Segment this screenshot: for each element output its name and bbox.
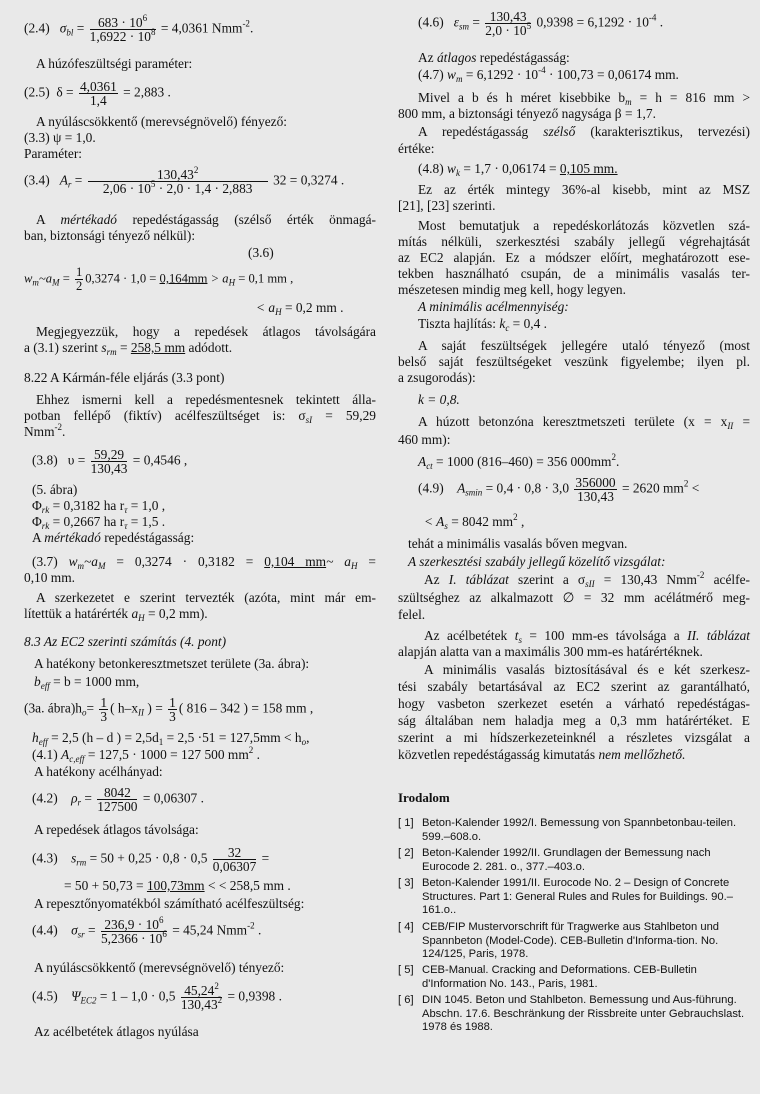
text-az-i-tablazat: Az I. táblázat szerint a $\sigma_{sII} = 130,43$ Nmm$^{-2}$ acélfe- xyxy=(424,570,750,589)
text-ehhez: Ehhez ismerni kell a repedésmentesnek tekintett álla- xyxy=(36,392,376,407)
equation-3-3: (3.3) ψ = 1,0. xyxy=(24,130,96,145)
heading-irodalom: Irodalom xyxy=(398,790,450,805)
text-szultseghez: szültséghez az alkalmazott ∅ = 32 mm acélátmérő meg- xyxy=(398,590,750,605)
text-zsugorodas: a zsugorodás): xyxy=(398,370,476,385)
text-felel: felel. xyxy=(398,607,426,622)
text-repeszto: A repesztőnyomatékból számítható acélfeszültség: xyxy=(34,896,305,911)
equation-3-6-b: < $a_H = 0,2$ mm . xyxy=(256,300,344,317)
text-factor: A nyúláscsökkentő (merevségnövelő) fényező: xyxy=(36,114,287,129)
equation-phi-2: $\Phi_{rk} = 0,2667$ ha $r_\tau = 1,5$ . xyxy=(32,514,166,531)
text-tiszta: Tiszta hajlítás: $k_c = 0,4$ . xyxy=(418,316,548,333)
text-adodott: a (3.1) szerint $s_{rm} = 258,5$ mm adódott. xyxy=(24,340,233,357)
text-litettuk: lítettük a határérték $a_H = 0,2$ mm). xyxy=(24,606,208,623)
text-tesi: tési szabály betartásával az EC2 szerint az garantálható, xyxy=(398,679,750,694)
text-potban: potban fellépő (fiktív) acélfeszültséget is: $\sigma_{sI} = 59,29$ xyxy=(24,408,376,425)
equation-4-8: (4.8) $w_k = 1,7 \cdot 0,06174 = 0,105$ mm. xyxy=(418,161,618,178)
text-fig5: (5. ábra) xyxy=(32,482,78,497)
text-nmm: Nmm$^{-2}$. xyxy=(24,422,66,439)
heading-szerk: A szerkesztési szabály jellegű közelítő vizsgálat: xyxy=(408,554,666,569)
text-meszetesen: mészetesen mindig meg kell, hogy legyen. xyxy=(398,282,626,297)
equation-4-9: (4.9) $A_{smin} = 0,4 \cdot 0,8 \cdot 3,0$ $\frac{356000}{130,43}$ = 2620 $mm^2$ < xyxy=(418,475,700,504)
equation-3-7-b: 0,10 mm. xyxy=(24,570,75,585)
reference-item: [ 3] Beton-Kalender 1991/II. Eurocode No. 2 – Design of Concrete Structures. Part 1: General Rules and Rules for Buildings. 90.–161.o.. xyxy=(398,877,733,917)
text-alapjan: alapján alatta van a maximális 300 mm-es határértéknek. xyxy=(398,644,703,659)
equation-ho: (3a. $ábra)h_o=$ $\frac{1}{3}$ ( $h-x_{II}$ ) = $\frac{1}{3}$ ( 816 – 342 ) = 158 mm , xyxy=(24,695,314,724)
equation-3-7: (3.7) $w_m\sim a_M = 0,3274 \cdot 0,3182 = 0,104$ mm~ $a_H$ = xyxy=(32,554,376,571)
text-acelhanyad: A hatékony acélhányad: xyxy=(34,764,163,779)
equation-4-4: (4.4) $\sigma_{sr}$ = $\frac{236,9 \cdot 10^6}{5,2366 \cdot 10^6}$ = 45,24 Nmm$^{-2}$ . xyxy=(32,915,262,946)
heading-min-acel: A minimális acélmennyiség: xyxy=(418,299,569,314)
equation-act: $A_{ct} = 1000$ (816–460) = 356 $000mm^2$. xyxy=(418,452,620,471)
text-belso: belső saját feszültségeket veszünk figyelembe; ilyen pl. xyxy=(398,354,750,369)
reference-item: [ 4] CEB/FIP Mustervorschrift für Tragwerke aus Stahlbeton und Spannbeton (Model-Code). CEB-Bulletin d'Informa-tion. No. 124/125, Paris, 1978. xyxy=(398,921,720,961)
equation-4-3-b: = 50 + 50,73 = 100,73mm < < 258,5 mm . xyxy=(64,878,291,893)
equation-3-6: $w_m\sim a_M$ = $\frac{1}{2}$ $0,3274 \cdot 1,0 = 0,164mm > a_H = 0,1$ mm , xyxy=(24,265,294,293)
equation-4-5: (4.5) $\Psi_{EC2} = 1 - 1,0 \cdot 0,5$ $\frac{45,24^2}{130,43^2}$ = 0,9398 . xyxy=(32,981,282,1012)
text-460mm: 460 mm): xyxy=(398,432,451,447)
text-hatekony: A hatékony betonkeresztmetszet területe (3a. ábra): xyxy=(34,656,310,671)
text-nyulascs: A nyúláscsökkentő (merevségnövelő) tényező: xyxy=(34,960,285,975)
text-repedesek-tav: A repedések átlagos távolsága: xyxy=(34,822,199,837)
equation-4-1: (4.1) $A_{c,eff} = 127,5 \cdot 1000 = 127$ 500 $mm^2$ . xyxy=(32,745,260,764)
text-mertekado: A mértékadó repedéstágasság (szélső érték önmagá- xyxy=(36,212,376,227)
equation-2-4: (2.4) $\sigma_{bl}$ = $\frac{683 \cdot 10^6}{1,6922 \cdot 10^8}$ = 4,0361 Nmm$^{-2}$. xyxy=(24,13,254,44)
text-800mm: 800 mm, a biztonsági tényező nagysága β = 1,7. xyxy=(398,106,656,121)
reference-item: [ 2] Beton-Kalender 1992/II. Grundlagen der Bemessung nach Eurocode 2. 281. o., 377.–403.o. xyxy=(398,847,711,873)
text-ec2-alapjan: az EC2 alapján. Ez a módszer előírt, meghatározott ese- xyxy=(398,250,750,265)
heading-8-3: 8.3 Az EC2 szerinti számítás (4. pont) xyxy=(24,634,227,649)
text-erteke: értéke: xyxy=(398,141,435,156)
text-ez-az-ertek: Ez az érték mintegy 36%-al kisebb, mint az MSZ xyxy=(418,182,750,197)
text-tekben: tekben használható csupán, de a minimális vasalás ter- xyxy=(398,266,750,281)
equation-3-4: (3.4) $A_r$ = $\frac{130,43^2}{2,06 \cdot 10^5 \cdot 2,0 \cdot 1,4 \cdot 2,883}$ 32 = 0,3274 . xyxy=(24,165,345,196)
text-mivel: Mivel a b és h méret kisebbike $b_m = h = 816$ mm > xyxy=(418,90,751,107)
text-hogy: hogy vasbeton szerkezet esetén a várható repedéstágas- xyxy=(398,696,750,711)
reference-item: [ 1] Beton-Kalender 1992/I. Bemessung von Spannbetonbau-teilen. 599.–608.o. xyxy=(398,817,737,843)
equation-4-7: (4.7) $w_m = 6,1292 \cdot 10^{-4} \cdot 100,73 = 0,06174$ mm. xyxy=(418,65,679,84)
text-atlagos-rep: Az átlagos repedéstágasság: xyxy=(418,50,570,65)
text-szerkezetet: A szerkezetet e szerint tervezték (azóta, mint már em- xyxy=(36,590,376,605)
equation-phi-1: $\Phi_{rk} = 0,3182$ ha $r_\tau = 1,0$ , xyxy=(32,498,166,515)
equation-4-3: (4.3) $s_{rm} = 50 + 0,25 \cdot 0,8 \cdot 0,5$ $\frac{32}{0,06307}$ = xyxy=(32,845,270,874)
left-column xyxy=(24,0,376,1094)
equation-4-9-b: < $A_s = 8042$ $mm^2$ , xyxy=(424,512,525,531)
text-sajat: A saját feszültségek jellegére utaló tényező (most xyxy=(418,338,750,353)
text-atlagos-nyulas: Az acélbetétek átlagos nyúlása xyxy=(34,1024,199,1039)
text-ban: ban, biztonsági tényező nélkül): xyxy=(24,228,196,243)
equation-2-5: (2.5) δ = $\frac{4,0361}{1,4}$ = 2,883 . xyxy=(24,79,171,108)
equation-heff: $h_{eff} = 2,5$ (h – d ) = $2,5d_1 = 2,5 \cdot 51 = 127,5mm < h_o$, xyxy=(32,730,310,747)
text-parameter: Paraméter: xyxy=(24,146,82,161)
text-kozvetlen: közvetlen repedéstágasság kimutatás nem mellőzhető. xyxy=(398,747,686,762)
heading-8-22: 8.22 A Kármán-féle eljárás (3.3 pont) xyxy=(24,370,225,385)
text-min-vasalas: A minimális vasalás biztosításával és e két szerkesz- xyxy=(424,662,750,677)
text-szerint: szerint a mi hídszerkezeteinknél a részletes vizsgálat a xyxy=(398,730,750,745)
text-megjegyezzuk: Megjegyezzük, hogy a repedések átlagos távolságára xyxy=(36,324,376,339)
text-huzott: A húzott betonzóna keresztmetszeti területe ($x = x_{II}$ = xyxy=(418,414,750,431)
reference-item: [ 6] DIN 1045. Beton und Stahlbeton. Bemessung und Aus-führung. Abschn. 17.6. Beschränkung der Rissbreite unter Gebrauchslast. 1978 és 1988. xyxy=(398,994,745,1034)
text-mitas: mítás nélküli, szerkesztési szabály jellegű végrehajtását xyxy=(398,234,750,249)
equation-k: k = 0,8. xyxy=(418,392,460,407)
equation-3-6-label: (3.6) xyxy=(248,245,274,260)
right-column xyxy=(398,0,750,1094)
text-most: Most bemutatjuk a repedéskorlátozás közvetlen szá- xyxy=(418,218,750,233)
reference-item: [ 5] CEB-Manual. Cracking and Deformations. CEB-Bulletin d'Information No. 143., Paris, 1981. xyxy=(398,964,697,990)
text-tehat: tehát a minimális vasalás bőven megvan. xyxy=(408,536,628,551)
text-acelbetetek: Az acélbetétek $t_s = 100$ mm-es távolsága a II. táblázat xyxy=(424,628,750,645)
text-param: A húzófeszültségi paraméter: xyxy=(36,56,193,71)
equation-3-8: (3.8) υ = $\frac{59,29}{130,43}$ = 0,4546 , xyxy=(32,447,188,476)
text-21-23: [21], [23] szerinti. xyxy=(398,198,496,213)
equation-4-2: (4.2) $\rho_r$ = $\frac{8042}{127500}$ = 0,06307 . xyxy=(32,785,204,814)
text-mertekado-2: A mértékadó repedéstágasság: xyxy=(32,530,195,545)
equation-4-6: (4.6) $\varepsilon_{sm}$ = $\frac{130,43}{2,0 \cdot 10^5}$ $0,9398 = 6,1292 \cdot 10^{-4}$ . xyxy=(418,9,664,38)
text-sag: ság általában nem haladja meg a 0,3 mm határértéket. E xyxy=(398,713,750,728)
text-szelso: A repedéstágasság szélső (karakterisztikus, tervezési) xyxy=(418,124,750,139)
equation-beff: $b_{eff} = b = 1000$ mm, xyxy=(34,674,140,691)
